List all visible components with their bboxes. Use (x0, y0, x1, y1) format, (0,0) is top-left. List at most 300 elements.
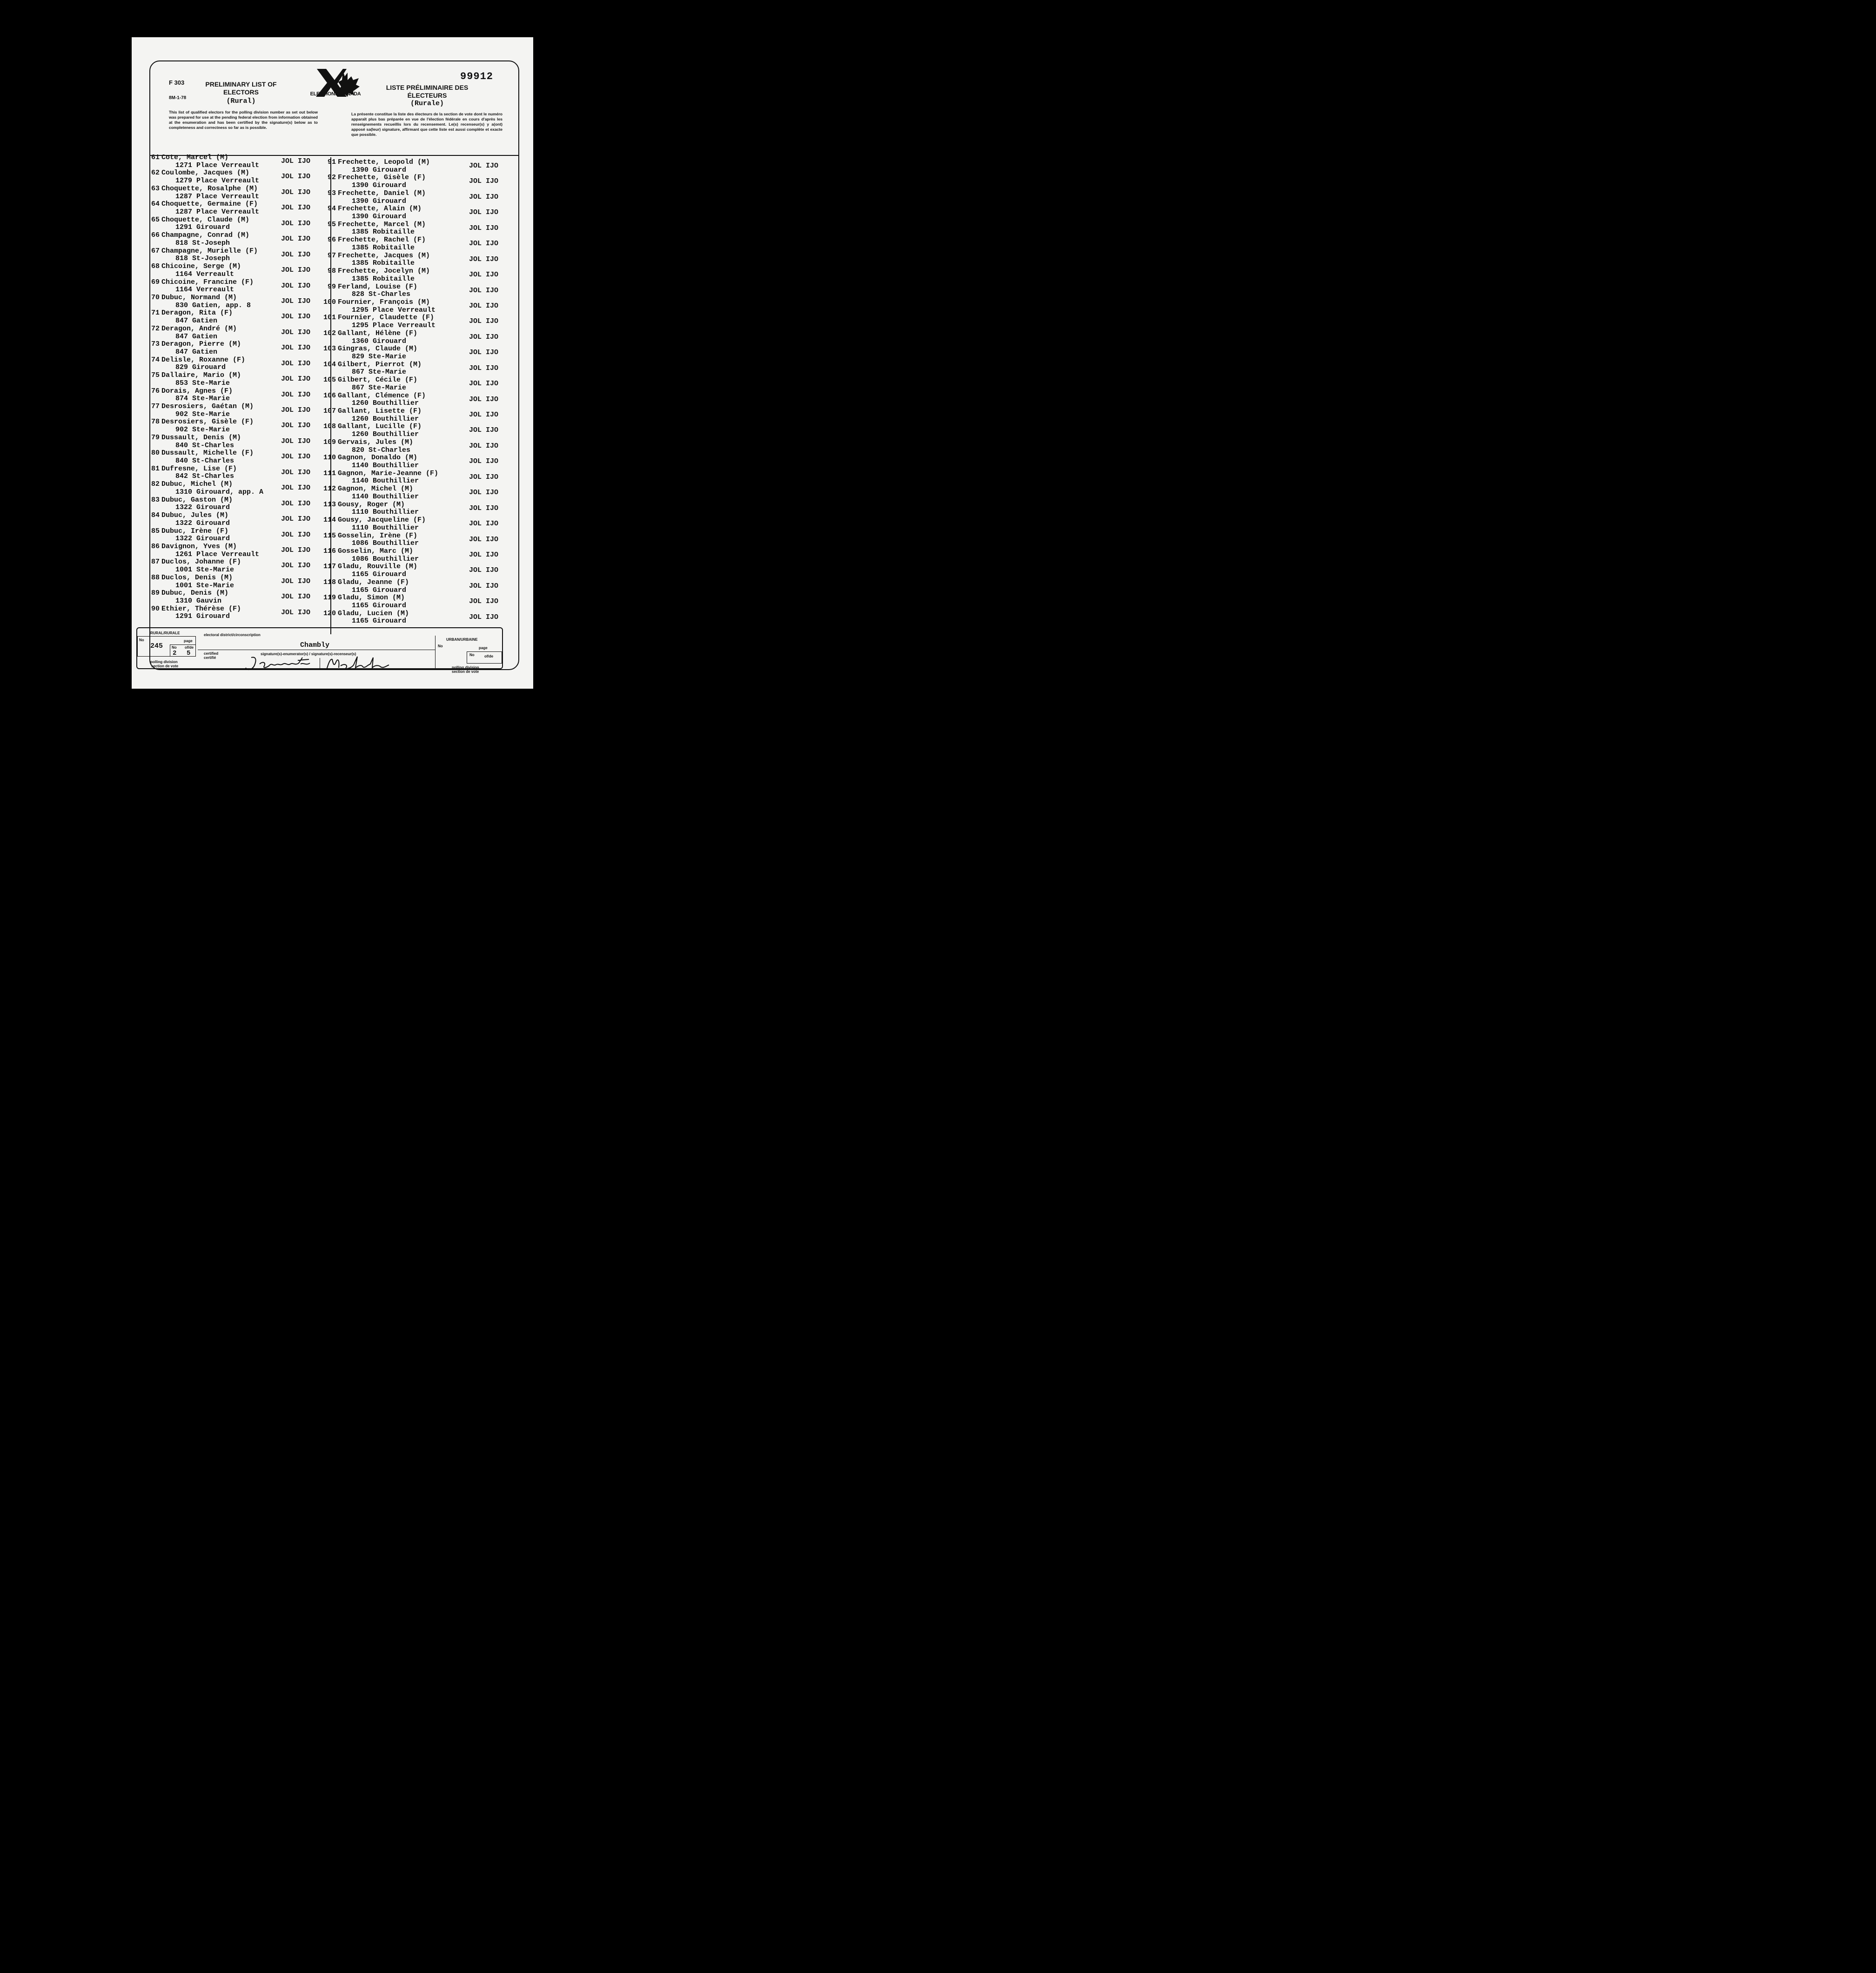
postal-code: JOL IJO (281, 313, 311, 321)
elector-name: Coulombe, Jacques (M) (161, 169, 250, 177)
elector-entry (317, 236, 513, 252)
elector-name: Gilbert, Cécile (F) (338, 376, 418, 384)
elector-number: 95 (327, 220, 336, 228)
elector-number: 96 (327, 236, 336, 244)
elector-number: 72 (151, 324, 160, 333)
postal-code: JOL IJO (281, 608, 311, 617)
elector-address: 867 Ste-Marie (352, 368, 407, 376)
elector-address: 847 Gatien (175, 348, 218, 356)
elector-number: 108 (323, 423, 336, 431)
elector-name: Dubuc, Denis (M) (161, 589, 229, 597)
elector-number: 101 (323, 314, 336, 322)
elector-number: 62 (151, 169, 160, 177)
electors-list-page (132, 37, 533, 689)
postal-code: JOL IJO (281, 453, 311, 461)
postal-code: JOL IJO (469, 162, 499, 170)
elector-entry (317, 190, 513, 205)
elector-number: 82 (151, 480, 160, 489)
elector-address: 1164 Verreault (175, 286, 234, 294)
elector-address: 1310 Girouard, app. A (175, 488, 264, 496)
elector-entry (141, 497, 327, 512)
postal-code: JOL IJO (281, 422, 311, 430)
logo-text: ELECTIONS CANADA (310, 91, 361, 97)
elector-number: 73 (151, 340, 160, 349)
elector-entry (317, 299, 513, 314)
elector-address: 1385 Robitaille (352, 228, 415, 236)
elector-entry (317, 408, 513, 423)
elector-address: 1390 Girouard (352, 181, 407, 190)
elector-number: 65 (151, 215, 160, 224)
elections-canada-logo-icon (314, 66, 361, 106)
elector-number: 111 (323, 469, 336, 477)
elector-address: 818 St-Joseph (175, 239, 230, 247)
elector-number: 120 (323, 609, 336, 617)
elector-number: 81 (151, 464, 160, 473)
postal-code: JOL IJO (281, 468, 311, 476)
elector-entry (317, 579, 513, 594)
postal-code: JOL IJO (469, 473, 499, 481)
elector-name: Ferland, Louise (F) (338, 282, 418, 291)
elector-name: Dubuc, Normand (M) (161, 293, 237, 302)
elector-entry (317, 174, 513, 189)
page-total: 5 (187, 650, 191, 657)
elector-name: Frechette, Rachel (F) (338, 236, 426, 244)
postal-code: JOL IJO (281, 546, 311, 554)
no-label: No (139, 638, 144, 642)
elector-name: Gagnon, Marie-Jeanne (F) (338, 469, 439, 477)
polling-division-label: polling division (150, 660, 178, 664)
elector-address: 874 Ste-Marie (175, 395, 230, 403)
elector-number: 91 (327, 158, 336, 166)
elector-number: 71 (151, 309, 160, 317)
elector-number: 100 (323, 298, 336, 306)
elector-entry (141, 574, 327, 590)
elector-name: Davignon, Yves (M) (161, 542, 237, 550)
elector-number: 94 (327, 205, 336, 213)
elector-entry (141, 325, 327, 341)
elector-address: 1260 Bouthillier (352, 430, 419, 439)
postal-code: JOL IJO (281, 484, 311, 492)
elector-entry (141, 356, 327, 372)
postal-code: JOL IJO (469, 411, 499, 419)
elector-name: Desrosiers, Gaétan (M) (161, 403, 254, 410)
elector-entry (141, 263, 327, 278)
postal-code: JOL IJO (281, 188, 311, 196)
postal-code: JOL IJO (469, 333, 499, 341)
postal-code: JOL IJO (469, 489, 499, 497)
postal-code: JOL IJO (281, 297, 311, 305)
postal-code: JOL IJO (469, 520, 499, 528)
postal-code: JOL IJO (281, 328, 311, 336)
elector-entry (317, 283, 513, 299)
elector-entry (141, 418, 327, 434)
elector-entry (141, 279, 327, 294)
elector-entry (317, 314, 513, 329)
elector-number: 63 (151, 184, 160, 193)
elector-entry (141, 481, 327, 496)
elector-name: Frechette, Leopold (M) (338, 158, 430, 166)
elector-number: 110 (323, 454, 336, 462)
elector-entry (141, 558, 327, 574)
elector-entry (141, 512, 327, 527)
postal-code: JOL IJO (281, 204, 311, 212)
electors-column-right (317, 159, 513, 625)
elector-entry (317, 594, 513, 610)
elector-entry (317, 252, 513, 268)
postal-code: JOL IJO (469, 442, 499, 450)
page-no-label: No (172, 645, 177, 650)
elector-number: 88 (151, 573, 160, 582)
elector-entry (141, 605, 327, 621)
elector-entry (317, 423, 513, 438)
postal-code: JOL IJO (469, 426, 499, 435)
elector-entry (317, 454, 513, 470)
elector-name: Gladu, Lucien (M) (338, 609, 409, 617)
elector-name: Dubuc, Gaston (M) (161, 496, 233, 504)
elector-address: 829 Ste-Marie (352, 352, 407, 361)
elector-name: Duclos, Johanne (F) (161, 558, 241, 566)
elector-entry (141, 294, 327, 309)
elector-number: 114 (323, 516, 336, 524)
elector-entry (317, 221, 513, 236)
elector-number: 74 (151, 356, 160, 364)
elector-number: 64 (151, 200, 160, 208)
elector-name: Gagnon, Donaldo (M) (338, 454, 418, 462)
subtitle-french: (Rurale) (410, 100, 444, 107)
section-de-vote-label: section de vote (151, 664, 179, 668)
postal-code: JOL IJO (281, 593, 311, 601)
postal-code: JOL IJO (469, 224, 499, 232)
postal-code: JOL IJO (281, 282, 311, 290)
elector-name: Gagnon, Michel (M) (338, 485, 414, 493)
postal-code: JOL IJO (281, 344, 311, 352)
postal-code: JOL IJO (281, 562, 311, 570)
electoral-district-label: electoral district/circonscription (204, 633, 261, 637)
elector-entry (141, 309, 327, 325)
postal-code: JOL IJO (469, 255, 499, 263)
postal-code: JOL IJO (469, 395, 499, 403)
elector-entry (141, 543, 327, 558)
elector-address: 902 Ste-Marie (175, 426, 230, 434)
elector-name: Gervais, Jules (M) (338, 438, 414, 446)
postal-code: JOL IJO (469, 177, 499, 186)
elector-entry (317, 345, 513, 361)
elector-name: Cote, Marcel (M) (161, 154, 229, 161)
elector-entry (141, 450, 327, 465)
elector-address: 1110 Bouthillier (352, 508, 419, 517)
elector-entry (141, 528, 327, 543)
electoral-district-value: Chambly (300, 641, 330, 649)
elector-address: 1140 Bouthillier (352, 477, 419, 485)
certified-label-en: certified (204, 651, 219, 656)
elector-name: Fournier, Claudette (F) (338, 314, 435, 322)
elector-entry (317, 439, 513, 454)
elector-address: 1165 Girouard (352, 586, 407, 594)
elector-name: Frechette, Jocelyn (M) (338, 267, 430, 275)
elector-entry (141, 341, 327, 356)
elector-address: 820 St-Charles (352, 446, 411, 454)
elector-name: Dubuc, Irène (F) (161, 527, 229, 535)
postal-code: JOL IJO (281, 173, 311, 181)
elector-entry (141, 169, 327, 185)
elector-number: 117 (323, 563, 336, 571)
elector-address: 853 Ste-Marie (175, 379, 230, 387)
postal-code: JOL IJO (281, 406, 311, 414)
postal-code: JOL IJO (281, 375, 311, 383)
elector-number: 106 (323, 391, 336, 400)
elector-number: 98 (327, 267, 336, 275)
elector-address: 1291 Girouard (175, 612, 230, 621)
postal-code: JOL IJO (469, 550, 499, 559)
postal-code: JOL IJO (281, 499, 311, 508)
elector-entry (317, 392, 513, 408)
elector-address: 902 Ste-Marie (175, 410, 230, 418)
elector-number: 118 (323, 578, 336, 586)
elector-number: 70 (151, 293, 160, 302)
elector-name: Ethier, Thérèse (F) (161, 604, 241, 613)
elector-entry (141, 248, 327, 263)
elector-number: 105 (323, 376, 336, 384)
elector-number: 77 (151, 403, 160, 410)
elector-address: 818 St-Joseph (175, 255, 230, 263)
signature-jeannette (246, 658, 310, 670)
postal-code: JOL IJO (281, 219, 311, 228)
elector-number: 113 (323, 500, 336, 509)
elector-name: Gosselin, Irène (F) (338, 531, 418, 540)
form-date: 8M-1-78 (169, 95, 187, 101)
elector-entry (141, 185, 327, 201)
elector-name: Deragon, Pierre (M) (161, 340, 241, 349)
elector-name: Gingras, Claude (M) (338, 345, 418, 353)
elector-name: Champagne, Conrad (M) (161, 231, 250, 240)
elector-name: Dallaire, Mario (M) (161, 371, 241, 380)
elector-number: 79 (151, 433, 160, 442)
elector-number: 112 (323, 485, 336, 493)
elector-name: Frechette, Marcel (M) (338, 220, 426, 228)
description-french: La présente constitue la liste des électeurs de la section de vote dont le numéro apparaît plus bas préparée en vue de l'élection fédérale en cours d'après les renseignements recueillis lors du recensement. Le(s) recenseur(s) y a(ont) apposé sa(leur) signature, affirmant que cette liste est aussi complète et exacte que possible. (351, 112, 502, 137)
elector-entry (141, 201, 327, 216)
postal-code: JOL IJO (469, 208, 499, 217)
elector-name: Gladu, Jeanne (F) (338, 578, 409, 586)
signature-label: signature(s)-enumerator(s) / signature(s)-recenseur(s) (261, 652, 356, 656)
elector-entry (317, 485, 513, 501)
elector-entry (317, 517, 513, 532)
postal-code: JOL IJO (281, 577, 311, 585)
urban-section-de-vote-label: section de vote (452, 670, 479, 674)
elector-entry (141, 465, 327, 481)
elector-name: Dubuc, Jules (M) (161, 511, 229, 520)
elector-name: Gladu, Simon (M) (338, 594, 405, 602)
elector-entry (317, 159, 513, 174)
elector-entry (317, 361, 513, 376)
elector-number: 102 (323, 329, 336, 337)
elector-address: 1001 Ste-Marie (175, 581, 234, 590)
elector-address: 1287 Place Verreault (175, 208, 260, 216)
postal-code: JOL IJO (469, 582, 499, 590)
elector-address: 1390 Girouard (352, 166, 407, 174)
elector-entry (141, 403, 327, 418)
page-number: 2 (173, 650, 177, 657)
elector-entry (317, 470, 513, 485)
postal-code: JOL IJO (281, 530, 311, 539)
electors-column-left (141, 154, 327, 621)
postal-code: JOL IJO (469, 566, 499, 575)
postal-code: JOL IJO (469, 193, 499, 201)
elector-number: 109 (323, 438, 336, 446)
elector-name: Dorais, Agnes (F) (161, 387, 233, 395)
elector-entry (141, 434, 327, 450)
elector-name: Gousy, Jacqueline (F) (338, 516, 426, 524)
elector-entry (141, 590, 327, 605)
elector-address: 1165 Girouard (352, 601, 407, 610)
elector-number: 90 (151, 604, 160, 613)
elector-name: Dussault, Michelle (F) (161, 449, 254, 457)
elector-name: Choquette, Rosalphe (M) (161, 184, 258, 193)
postal-code: JOL IJO (469, 349, 499, 357)
postal-code: JOL IJO (281, 359, 311, 368)
elector-name: Dubuc, Michel (M) (161, 480, 233, 489)
elector-name: Choquette, Claude (M) (161, 215, 250, 224)
postal-code: JOL IJO (469, 364, 499, 372)
postal-code: JOL IJO (281, 390, 311, 399)
elector-entry (317, 563, 513, 578)
urban-polling-division-label: polling division (452, 665, 479, 670)
signature-meloche (327, 657, 389, 670)
elector-address: 1140 Bouthillier (352, 492, 419, 501)
elector-address: 1260 Bouthillier (352, 415, 419, 423)
elector-entry (317, 205, 513, 221)
elector-address: 1165 Girouard (352, 617, 407, 625)
elector-address: 1385 Robitaille (352, 275, 415, 283)
urban-page-no-label: No (469, 653, 475, 657)
postal-code: JOL IJO (281, 157, 311, 165)
elector-address: 1322 Girouard (175, 535, 230, 543)
urban-of-label: of/de (484, 654, 494, 658)
elector-name: Deragon, André (M) (161, 324, 237, 333)
elector-name: Frechette, Alain (M) (338, 205, 422, 213)
elector-address: 1260 Bouthillier (352, 399, 419, 408)
elector-number: 69 (151, 278, 160, 286)
elector-number: 119 (323, 594, 336, 602)
elector-address: 1322 Girouard (175, 503, 230, 512)
elector-name: Dussault, Denis (M) (161, 433, 241, 442)
elector-address: 847 Gatien (175, 332, 218, 341)
postal-code: JOL IJO (469, 240, 499, 248)
elector-address: 828 St-Charles (352, 290, 411, 299)
elector-entry (317, 330, 513, 345)
elector-address: 1086 Bouthillier (352, 555, 419, 563)
elector-address: 830 Gatien, app. 8 (175, 301, 251, 309)
elector-address: 1291 Girouard (175, 223, 230, 232)
elector-name: Choquette, Germaine (F) (161, 200, 258, 208)
elector-number: 75 (151, 371, 160, 380)
urban-page-label: page (479, 646, 488, 650)
elector-address: 1140 Bouthillier (352, 462, 419, 470)
certified-label-fr: certifié (204, 656, 216, 660)
elector-entry (317, 610, 513, 625)
elector-number: 68 (151, 262, 160, 271)
elector-address: 1261 Place Verreault (175, 550, 260, 558)
subtitle-english: (Rural) (226, 97, 256, 105)
elector-number: 107 (323, 407, 336, 415)
elector-number: 67 (151, 247, 160, 255)
elector-number: 85 (151, 527, 160, 535)
elector-entry (141, 372, 327, 387)
elector-address: 829 Girouard (175, 363, 226, 372)
polling-division-number: 245 (150, 642, 163, 650)
elector-address: 1390 Girouard (352, 213, 407, 221)
elector-number: 78 (151, 418, 160, 426)
elector-address: 847 Gatien (175, 317, 218, 325)
elector-address: 1287 Place Verreault (175, 192, 260, 201)
elector-number: 97 (327, 251, 336, 260)
elector-address: 840 St-Charles (175, 457, 234, 465)
postal-code: JOL IJO (281, 515, 311, 523)
elector-address: 1001 Ste-Marie (175, 566, 234, 574)
elector-entry (317, 501, 513, 517)
elector-entry (141, 216, 327, 232)
enumerator-signatures (241, 654, 390, 677)
elector-address: 1110 Bouthillier (352, 523, 419, 532)
elector-name: Desrosiers, Gisèle (F) (161, 418, 254, 426)
elector-number: 76 (151, 387, 160, 395)
postal-code: JOL IJO (281, 437, 311, 445)
postal-code: JOL IJO (469, 597, 499, 606)
rural-label: RURAL/RURALE (150, 631, 180, 635)
elector-number: 115 (323, 531, 336, 540)
postal-code: JOL IJO (469, 457, 499, 466)
elector-number: 83 (151, 496, 160, 504)
elector-entry (317, 376, 513, 392)
elector-name: Dufresne, Lise (F) (161, 464, 237, 473)
elector-address: 1322 Girouard (175, 519, 230, 527)
page-label: page (184, 639, 193, 643)
elector-entry (141, 232, 327, 247)
postal-code: JOL IJO (469, 302, 499, 310)
elector-number: 86 (151, 542, 160, 550)
elector-address: 1279 Place Verreault (175, 177, 260, 185)
elector-name: Frechette, Daniel (M) (338, 189, 426, 197)
postal-code: JOL IJO (469, 271, 499, 279)
urban-divider (435, 636, 436, 669)
elector-address: 1295 Place Verreault (352, 306, 436, 314)
elector-name: Duclos, Denis (M) (161, 573, 233, 582)
title-english: PRELIMINARY LIST OF ELECTORS (205, 81, 277, 96)
postal-code: JOL IJO (281, 250, 311, 259)
elector-name: Gallant, Hélène (F) (338, 329, 418, 337)
postal-code: JOL IJO (281, 266, 311, 275)
elector-number: 61 (151, 154, 160, 161)
postal-code: JOL IJO (469, 504, 499, 512)
elector-number: 93 (327, 189, 336, 197)
elector-address: 1385 Robitaille (352, 259, 415, 268)
postal-code: JOL IJO (469, 613, 499, 621)
elector-number: 92 (327, 174, 336, 182)
postal-code: JOL IJO (281, 235, 311, 243)
elector-number: 116 (323, 547, 336, 555)
elector-entry (317, 532, 513, 548)
document-number: 99912 (460, 71, 494, 82)
postal-code: JOL IJO (469, 317, 499, 326)
elector-name: Chicoine, Francine (F) (161, 278, 254, 286)
elector-address: 1295 Place Verreault (352, 322, 436, 330)
elector-number: 80 (151, 449, 160, 457)
elector-name: Gousy, Roger (M) (338, 500, 405, 509)
elector-name: Deragon, Rita (F) (161, 309, 233, 317)
elector-number: 103 (323, 345, 336, 353)
elector-number: 99 (327, 282, 336, 291)
of-label: of/de (185, 645, 194, 650)
